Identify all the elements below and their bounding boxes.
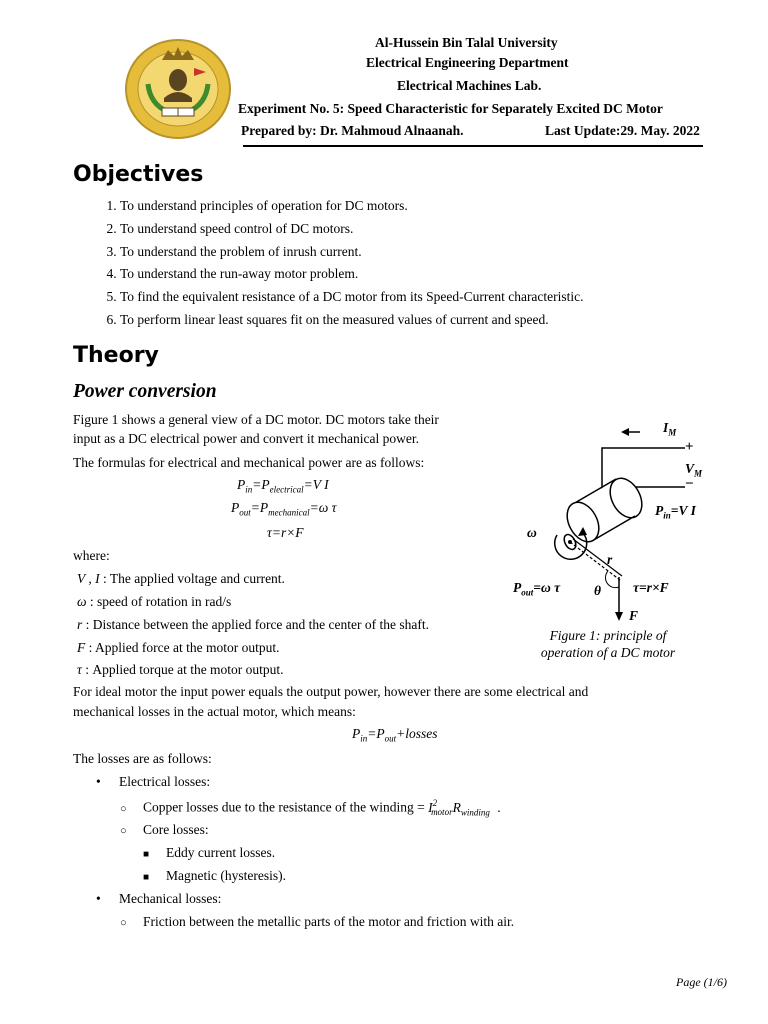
equation-pout: $P_{out}=P_{mechanical}=\omega$ τ bbox=[231, 500, 337, 518]
paragraph-line: input as a DC electrical power and convert it mechanical power. bbox=[73, 431, 419, 446]
bullet-circle-icon: ○ bbox=[120, 825, 127, 837]
figure-label-pin: $P_{in}=V$ I bbox=[655, 503, 696, 521]
equation-pin: $P_{in}=P_{electrical}=V$ I bbox=[237, 477, 329, 495]
paragraph-line: The formulas for electrical and mechanical power are as follows: bbox=[73, 455, 425, 470]
figure-label-plus: + bbox=[685, 439, 694, 455]
bullet-dot-icon: • bbox=[96, 774, 101, 789]
definition-f: F : Applied force at the motor output. bbox=[77, 640, 280, 655]
header-rule bbox=[243, 145, 703, 147]
figure-label-omega: ω bbox=[527, 525, 537, 540]
objective-item: 5. To find the equivalent resistance of a DC motor from its Speed-Current characteristic. bbox=[120, 287, 584, 310]
bullet-circle-icon: ○ bbox=[120, 917, 127, 929]
objective-item: 3. To understand the problem of inrush current. bbox=[120, 242, 584, 265]
bullet-friction: ○ Friction between the metallic parts of the motor and friction with air. bbox=[120, 914, 515, 929]
bullet-magnetic: ■ Magnetic (hysteresis). bbox=[143, 868, 286, 883]
figure-label-vm: $V_M$ bbox=[685, 461, 703, 479]
equation-losses: $P_{in}=P_{out}+losses$ bbox=[352, 726, 438, 744]
page-number: Page (1/6) bbox=[676, 975, 727, 989]
figure-label-r: r bbox=[607, 552, 613, 567]
figure-label-tau: τ=r×F bbox=[633, 580, 669, 595]
bullet-core-losses: ○ Core losses: bbox=[120, 822, 209, 837]
objectives-list bbox=[74, 196, 584, 333]
definition-tau: τ : Applied torque at the motor output. bbox=[77, 662, 284, 677]
bullet-eddy: ■ Eddy current losses. bbox=[143, 845, 276, 860]
equation-copper-losses: $I^2_{motor}R_{winding}$ bbox=[428, 798, 490, 818]
bullet-dot-icon: • bbox=[96, 891, 101, 906]
figure-label-theta: θ bbox=[594, 583, 602, 598]
figure-dc-motor bbox=[505, 415, 725, 630]
paragraph-line: For ideal motor the input power equals the output power, however there are some electrical and bbox=[73, 684, 589, 699]
objective-item: 4. To understand the run-away motor problem. bbox=[120, 264, 584, 287]
definition-r: r : Distance between the applied force and the center of the shaft. bbox=[77, 617, 429, 632]
objective-item: 1. To understand principles of operation for DC motors. bbox=[120, 196, 584, 219]
figure-label-minus: − bbox=[685, 476, 694, 492]
university-logo bbox=[124, 38, 232, 140]
header-department: Electrical Engineering Department bbox=[366, 55, 569, 70]
paragraph-line: mechanical losses in the actual motor, which means: bbox=[73, 704, 356, 719]
header-last-update: Last Update:29. May. 2022 bbox=[545, 123, 700, 138]
bullet-square-icon: ■ bbox=[143, 849, 150, 860]
power-conversion-heading: Power conversion bbox=[73, 381, 217, 402]
figure-label-pout: $P_{out}=\omega$ τ bbox=[513, 580, 561, 598]
header-university: Al-Hussein Bin Talal University bbox=[375, 35, 558, 50]
figure-label-f: F bbox=[629, 608, 639, 623]
header-lab: Electrical Machines Lab. bbox=[397, 78, 542, 93]
bullet-mechanical-losses: • Mechanical losses: bbox=[96, 891, 222, 906]
equation-torque: τ=r×F bbox=[267, 525, 304, 540]
header-prepared-by: Prepared by: Dr. Mahmoud Alnaanah. bbox=[241, 123, 464, 138]
objectives-heading: Objectives bbox=[73, 162, 204, 187]
objective-item: 6. To perform linear least squares fit on the measured values of current and speed. bbox=[120, 310, 584, 333]
losses-intro: The losses are as follows: bbox=[73, 751, 212, 766]
header-experiment: Experiment No. 5: Speed Characteristic for Separately Excited DC Motor bbox=[238, 101, 663, 116]
bullet-electrical-losses: • Electrical losses: bbox=[96, 774, 211, 789]
theory-heading: Theory bbox=[73, 343, 159, 368]
where-label: where: bbox=[73, 548, 110, 563]
definition-omega: ω : speed of rotation in rad/s bbox=[77, 594, 232, 609]
definition-voltage-current: V , I : The applied voltage and current. bbox=[77, 571, 285, 586]
paragraph-line: Figure 1 shows a general view of a DC motor. DC motors take their bbox=[73, 412, 439, 427]
bullet-square-icon: ■ bbox=[143, 872, 150, 883]
objective-item: 2. To understand speed control of DC motors. bbox=[120, 219, 584, 242]
figure-label-im: $I_M$ bbox=[663, 420, 677, 438]
bullet-circle-icon: ○ bbox=[120, 802, 127, 815]
bullet-copper-losses: ○ Copper losses due to the resistance of the winding = $I^2_{motor}R_{winding}$ . bbox=[120, 798, 501, 818]
figure-caption: Figure 1: principle of operation of a DC motor bbox=[540, 628, 676, 660]
